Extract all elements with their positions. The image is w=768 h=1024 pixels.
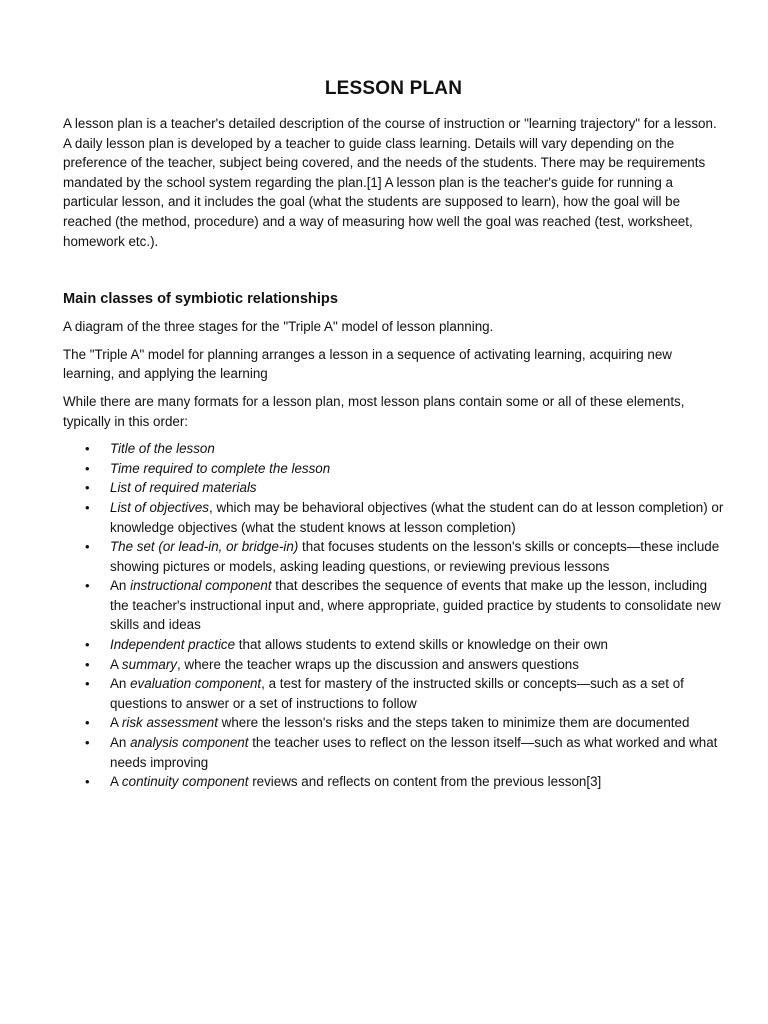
bullet-icon: • [85, 499, 90, 515]
bullet-icon: • [85, 578, 90, 594]
list-item [63, 772, 724, 792]
section-heading: Main classes of symbiotic relationships [63, 291, 338, 308]
bullet-icon: • [85, 735, 90, 751]
item-prefix: A [110, 774, 122, 790]
item-emphasis: List of objectives [110, 499, 209, 515]
list-item [63, 713, 724, 733]
item-emphasis: summary [121, 656, 177, 672]
bullet-icon: • [85, 441, 90, 457]
diagram-caption-paragraph: A diagram of the three stages for the "Triple A" model of lesson planning. [63, 319, 494, 335]
bullet-icon: • [85, 715, 90, 731]
item-text: , a test for mastery of the instructed skills or concepts—such as a set of questions to answer or a set of instructions to follow [110, 676, 684, 711]
item-prefix: An [110, 735, 131, 751]
item-emphasis: instructional component [130, 578, 272, 594]
bullet-icon: • [85, 656, 90, 672]
item-emphasis: continuity component [121, 774, 249, 790]
item-emphasis: analysis component [130, 735, 249, 751]
item-prefix: An [110, 676, 131, 692]
list-item [63, 655, 724, 675]
elements-intro-paragraph: While there are many formats for a lesson plan, most lesson plans contain some or all of these elements, typically in this order: [63, 393, 685, 429]
item-emphasis: The set (or lead-in, or bridge-in) [110, 539, 299, 555]
item-text: , which may be behavioral objectives (what the student can do at lesson completion) or knowledge objectives (what the student knows at lesson completion) [110, 499, 724, 535]
list-item [63, 459, 724, 479]
item-text: that describes the sequence of events that make up the lesson, including the teacher's instructional input and, where appropriate, guided practice by students to consolidate new skills and ideas [110, 578, 721, 633]
list-item [63, 439, 724, 459]
list-item [63, 537, 724, 576]
item-emphasis: List of required materials [110, 480, 257, 496]
item-emphasis: risk assessment [121, 715, 218, 731]
list-item [63, 635, 724, 655]
list-item [63, 733, 724, 772]
intro-paragraph: A lesson plan is a teacher's detailed description of the course of instruction or "learning trajectory" for a lesson. A daily lesson plan is developed by a teacher to guide class learning. Details will vary depending on the preference of the teacher, subject being covered, and the needs of the students. There may be requirements mandated by the school system regarding the plan.[1] A lesson plan is the teacher's guide for running a particular lesson, and it includes the goal (what the students are supposed to learn), how the goal will be reached (the method, procedure) and a way of measuring how well the goal was reached (test, worksheet, homework etc.). [63, 116, 717, 249]
item-emphasis: Independent practice [110, 637, 236, 653]
triple-a-paragraph: The "Triple A" model for planning arranges a lesson in a sequence of activating learning, acquiring new learning, and applying the learning [63, 346, 672, 382]
document-title: LESSON PLAN [324, 78, 463, 99]
bullet-icon: • [85, 637, 90, 653]
bullet-icon: • [85, 774, 90, 790]
item-text: that allows students to extend skills or knowledge on their own [235, 637, 608, 653]
item-prefix: A [110, 715, 122, 731]
item-text: , where the teacher wraps up the discussion and answers questions [176, 656, 579, 672]
bullet-icon: • [85, 480, 90, 496]
bullet-icon: • [85, 539, 90, 555]
item-text: the teacher uses to reflect on the lesson itself—such as what worked and what needs improving [110, 735, 718, 770]
bullet-icon: • [85, 676, 90, 692]
bullet-icon: • [85, 460, 90, 476]
item-text: reviews and reflects on content from the previous lesson[3] [248, 774, 602, 790]
item-emphasis: Title of the lesson [110, 441, 215, 457]
list-item [63, 674, 724, 713]
item-emphasis: Time required to complete the lesson [110, 460, 331, 476]
item-text: where the lesson's risks and the steps taken to minimize them are documented [217, 715, 690, 731]
list-item [63, 576, 724, 635]
item-text: that focuses students on the lesson's skills or concepts—these include showing pictures or models, asking leading questions, or reviewing previous lessons [110, 539, 720, 574]
item-prefix: An [110, 578, 131, 594]
item-emphasis: evaluation component [130, 676, 262, 692]
list-item [63, 498, 724, 537]
list-item [63, 478, 724, 498]
lesson-elements-list [63, 439, 724, 792]
item-prefix: A [110, 656, 122, 672]
